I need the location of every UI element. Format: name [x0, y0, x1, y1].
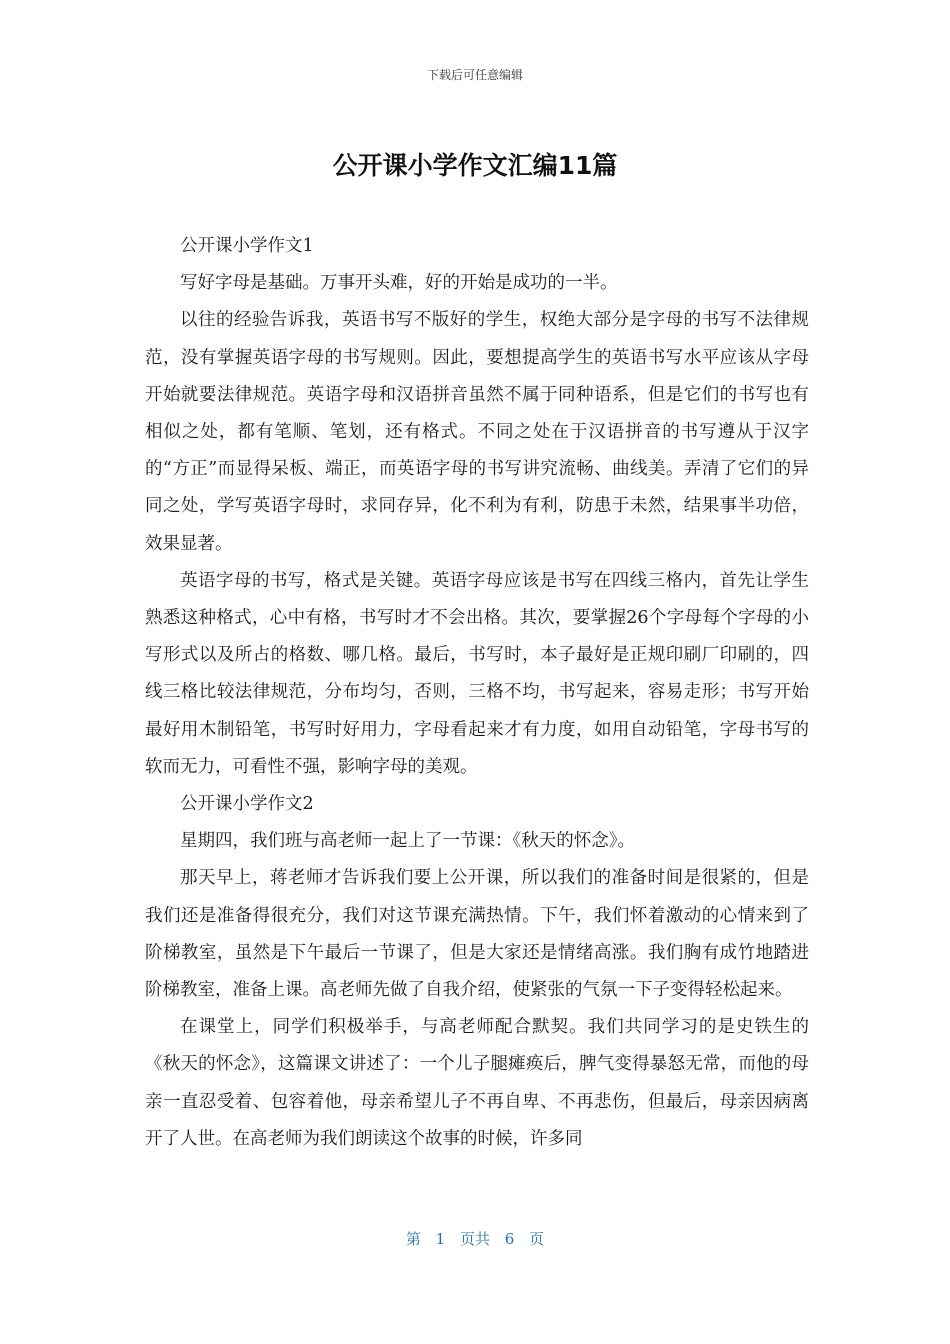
paragraph: 那天早上，蒋老师才告诉我们要上公开课，所以我们的准备时间是很紧的，但是我们还是准备得很充分，我们对这节课充满热情。下午，我们怀着激动的心情来到了阶梯教室，虽然是下午最后一节课了，但是大家还是情绪高涨。我们胸有成竹地踏进阶梯教室，准备上课。高老师先做了自我介绍，使紧张的气氛一下子变得轻松起来。 [145, 868, 809, 1001]
paragraph: 英语字母的书写，格式是关键。英语字母应该是书写在四线三格内，首先让学生熟悉这种格式，心中有格，书写时才不会出格。其次，要掌握26个字母每个字母的小写形式以及所占的格数、哪几格。最后，书写时，本子最好是正规印刷厂印刷的，四线三格比较法律规范，分布均匀，否则，三格不均，书写起来，容易走形；书写开始最好用木制铅笔，书写时好用力，字母看起来才有力度，如用自动铅笔，字母书写的软而无力，可看性不强，影响字母的美观。 [145, 570, 809, 777]
document-title: 公开课小学作文汇编11篇 [332, 151, 618, 180]
section-heading-1: 公开课小学作文1 [180, 236, 314, 256]
paragraph: 写好字母是基础。万事开头难，好的开始是成功的一半。 [180, 273, 618, 294]
page-number-footer: 第 1 页共 6 页 [405, 1230, 545, 1248]
header-note: 下载后可任意编辑 [426, 68, 523, 82]
document-body [145, 228, 809, 1158]
paragraph: 以往的经验告诉我，英语书写不版好的学生，权绝大部分是字母的书写不法律规范，没有掌握英语字母的书写规则。因此，要想提高学生的英语书写水平应该从字母开始就要法律规范。英语字母和汉语拼音虽然不属于同种语系，但是它们的书写也有相似之处，都有笔顺、笔划，还有格式。不同之处在于汉语拼音的书写遵从于汉字的“方正”而显得呆板、端正，而英语字母的书写讲究流畅、曲线美。弄清了它们的异同之处，学写英语字母时，求同存异，化不利为有利，防患于未然，结果事半功倍，效果显著。 [145, 310, 809, 554]
paragraph: 星期四，我们班与高老师一起上了一节课：《秋天的怀念》。 [180, 831, 635, 852]
paragraph: 在课堂上，同学们积极举手，与高老师配合默契。我们共同学习的是史铁生的《秋天的怀念》，这篇课文讲述了：一个儿子腿瘫痪后，脾气变得暴怒无常，而他的母亲一直忍受着、包容着他，母亲希望儿子不再自卑、不再悲伤，但最后，母亲因病离开了人世。在高老师为我们朗读这个故事的时候，许多同 [145, 1017, 809, 1149]
section-heading-2: 公开课小学作文2 [180, 794, 314, 815]
